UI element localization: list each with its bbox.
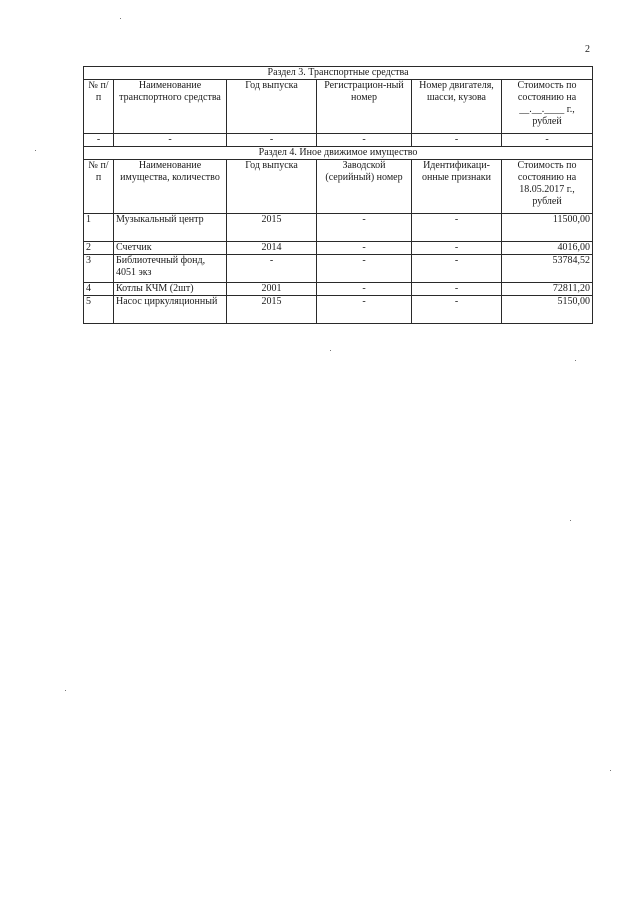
scan-speck (35, 150, 36, 151)
table-cell: Музыкальный центр (114, 214, 227, 242)
table-cell: 5150,00 (502, 296, 593, 324)
table-row (84, 296, 593, 324)
table-row (84, 283, 593, 296)
table-cell: - (412, 242, 502, 255)
table-cell: - (412, 255, 502, 283)
column-header: Заводской (серийный) номер (317, 160, 412, 214)
table-cell: 1 (84, 214, 114, 242)
section-4-title-row (84, 147, 593, 160)
table-cell: 53784,52 (502, 255, 593, 283)
table-cell: - (502, 134, 593, 147)
table-cell: - (84, 134, 114, 147)
table-cell: - (317, 214, 412, 242)
table-cell: 2015 (227, 296, 317, 324)
section-4-header-row (84, 160, 593, 214)
table-cell: - (412, 296, 502, 324)
table-row (84, 255, 593, 283)
column-header: Номер двигателя, шасси, кузова (412, 80, 502, 134)
column-header: Регистрацион-ный номер (317, 80, 412, 134)
scan-speck (570, 520, 571, 521)
table-cell: - (317, 255, 412, 283)
scan-speck (330, 350, 331, 351)
table-cell: 2015 (227, 214, 317, 242)
scan-speck (120, 18, 121, 19)
table-cell: 11500,00 (502, 214, 593, 242)
table-cell: Насос циркуляционный (114, 296, 227, 324)
scan-speck (575, 360, 576, 361)
table-cell: 3 (84, 255, 114, 283)
scan-speck (610, 770, 611, 771)
table-cell: - (412, 214, 502, 242)
table-cell: - (227, 255, 317, 283)
table-cell: - (412, 134, 502, 147)
section-4-title: Раздел 4. Иное движимое имущество (84, 147, 593, 160)
column-header: Стоимость по состоянию на 18.05.2017 г., рублей (502, 160, 593, 214)
scan-speck (65, 690, 66, 691)
section-3-empty-row (84, 134, 593, 147)
table-cell: 4 (84, 283, 114, 296)
table-row (84, 242, 593, 255)
column-header: Наименование транспортного средства (114, 80, 227, 134)
table-cell: Библиотечный фонд, 4051 экз (114, 255, 227, 283)
column-header: Идентификаци-онные признаки (412, 160, 502, 214)
table-cell: - (412, 283, 502, 296)
table-cell: 5 (84, 296, 114, 324)
table-cell: - (317, 296, 412, 324)
section-3-header-row (84, 80, 593, 134)
table-cell: 2001 (227, 283, 317, 296)
page-number: 2 (585, 44, 590, 55)
section-3-title: Раздел 3. Транспортные средства (84, 67, 593, 80)
table-cell: - (114, 134, 227, 147)
table-cell: 2 (84, 242, 114, 255)
table-row (84, 214, 593, 242)
section-3-title-row (84, 67, 593, 80)
table-cell: - (317, 283, 412, 296)
table-cell: 2014 (227, 242, 317, 255)
table-cell: Счетчик (114, 242, 227, 255)
column-header: № п/п (84, 160, 114, 214)
column-header: Год выпуска (227, 160, 317, 214)
table-cell: 4016,00 (502, 242, 593, 255)
table-cell: Котлы КЧМ (2шт) (114, 283, 227, 296)
column-header: № п/п (84, 80, 114, 134)
column-header: Стоимость по состоянию на __.__.____ г., рублей (502, 80, 593, 134)
table-cell: - (317, 242, 412, 255)
table-cell: - (317, 134, 412, 147)
table-cell: - (227, 134, 317, 147)
property-table (83, 66, 593, 324)
column-header: Наименование имущества, количество (114, 160, 227, 214)
column-header: Год выпуска (227, 80, 317, 134)
table-cell: 72811,20 (502, 283, 593, 296)
